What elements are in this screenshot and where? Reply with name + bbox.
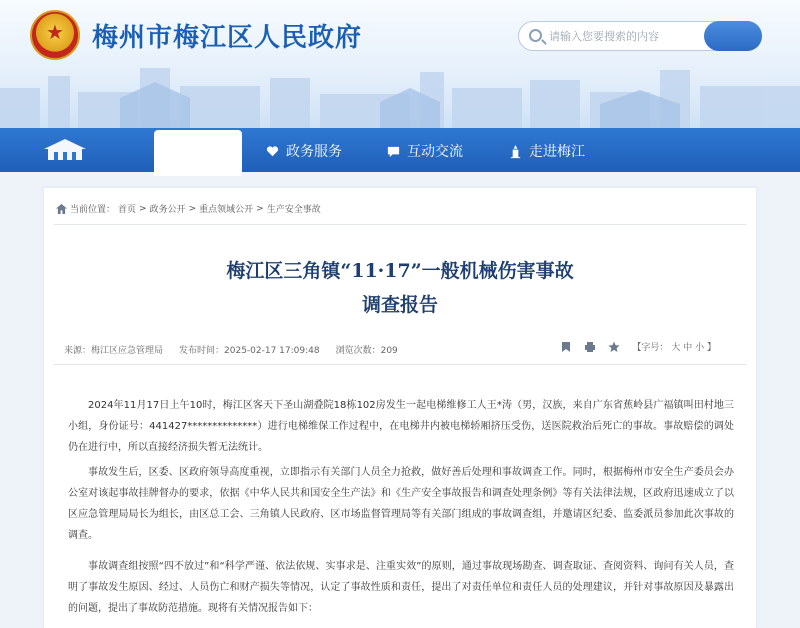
landmark-icon — [508, 144, 523, 159]
nav-item-interaction[interactable] — [386, 140, 463, 162]
breadcrumb — [56, 202, 321, 215]
article-paragraph: 事故发生后，区委、区政府领导高度重视，立即指示有关部门人员全力抢救，做好善后处理和事故调查工作。同时，根据梅州市安全生产委员会办公室对该起事故挂牌督办的要求，依据《中华人民共和国安全生产法》和《生产安全事故报告和调查处理条例》等有关法律法规，区政府迅速成立了以区应急管理局局长为组长，由区总工会、三角镇人民政府、区市场监督管理局等有关部门组成的事故调查组，并邀请区纪委、监委派员参加此次事故的调查。 — [68, 467, 734, 541]
search-icon — [529, 29, 542, 42]
breadcrumb-item[interactable]: 生产安全事故 — [266, 205, 321, 215]
nav-active-tab[interactable] — [154, 130, 242, 176]
divider — [54, 364, 746, 365]
breadcrumb-prefix: 当前位置： — [70, 205, 116, 215]
font-size-end: 】 — [706, 343, 716, 353]
breadcrumb-separator: > — [139, 203, 147, 214]
nav-item-about-meijiang[interactable] — [508, 140, 585, 162]
article-source: 来源：梅江区应急管理局 — [64, 346, 164, 356]
chat-icon — [386, 144, 401, 159]
national-emblem-logo — [30, 10, 80, 60]
article-views: 浏览次数：209 — [335, 346, 398, 356]
city-skyline-decoration — [0, 58, 800, 128]
breadcrumb-item[interactable]: 政务公开 — [149, 205, 186, 215]
font-size-control — [632, 340, 716, 353]
breadcrumb-separator: > — [256, 203, 264, 214]
article-tools — [560, 340, 716, 353]
bookmark-icon[interactable] — [560, 341, 572, 353]
font-size-small[interactable]: 小 — [695, 343, 705, 353]
site-title[interactable]: 梅州市梅江区人民政府 — [92, 23, 363, 53]
article-paragraph: 2024年11月17日上午10时，梅江区客天下圣山湖叠院18栋102房发生一起电梯维修工人王*涛（男，汉族，来自广东省蕉岭县广福镇叫田村地三小组，身份证号：441427**************）进行电梯维保工作过程中，在电梯井内被电梯轿厢挤压受伤，送医院救治后死亡的事故。事故赔偿的调处仍在进行中，所以直接经济损失暂无法统计。 — [68, 400, 734, 453]
breadcrumb-item[interactable]: 首页 — [118, 205, 137, 215]
home-icon — [56, 204, 67, 214]
article-title-line1: 梅江区三角镇“11·17”一般机械伤害事故 — [226, 260, 574, 282]
article-card — [44, 188, 756, 628]
nav-item-label: 走进梅江 — [529, 144, 585, 160]
search-button[interactable] — [704, 21, 762, 51]
article-meta — [64, 343, 398, 356]
article-title-line2: 调查报告 — [361, 294, 438, 316]
breadcrumb-separator: > — [188, 203, 197, 214]
font-size-medium[interactable]: 中 — [683, 343, 693, 353]
nav-item-label: 政务服务 — [286, 144, 342, 160]
home-building-icon[interactable] — [40, 136, 90, 164]
nav-item-label: 互动交流 — [407, 144, 463, 160]
nav-item-gov-services[interactable] — [265, 140, 342, 162]
heart-hand-icon — [265, 144, 280, 159]
font-size-label: 【字号： — [632, 343, 669, 353]
article-paragraph: 事故调查组按照“四不放过”和“科学严谨、依法依规、实事求是、注重实效”的原则，通过事故现场勘查、调查取证、查阅资料、询问有关人员，查明了事故发生原因、经过、人员伤亡和财产损失等情况，认定了事故性质和责任，提出了对责任单位和责任人员的处理建议，并针对事故原因及暴露出的问题，提出了事故防范措施。现将有关情况报告如下： — [68, 561, 734, 614]
print-icon[interactable] — [584, 341, 596, 353]
star-icon[interactable] — [608, 341, 620, 353]
search-input[interactable] — [549, 26, 699, 46]
article-date: 发布时间：2025-02-17 17:09:48 — [179, 346, 320, 356]
font-size-large[interactable]: 大 — [671, 343, 681, 353]
breadcrumb-item[interactable]: 重点领域公开 — [199, 205, 254, 215]
site-header — [0, 0, 800, 128]
divider — [54, 224, 746, 225]
